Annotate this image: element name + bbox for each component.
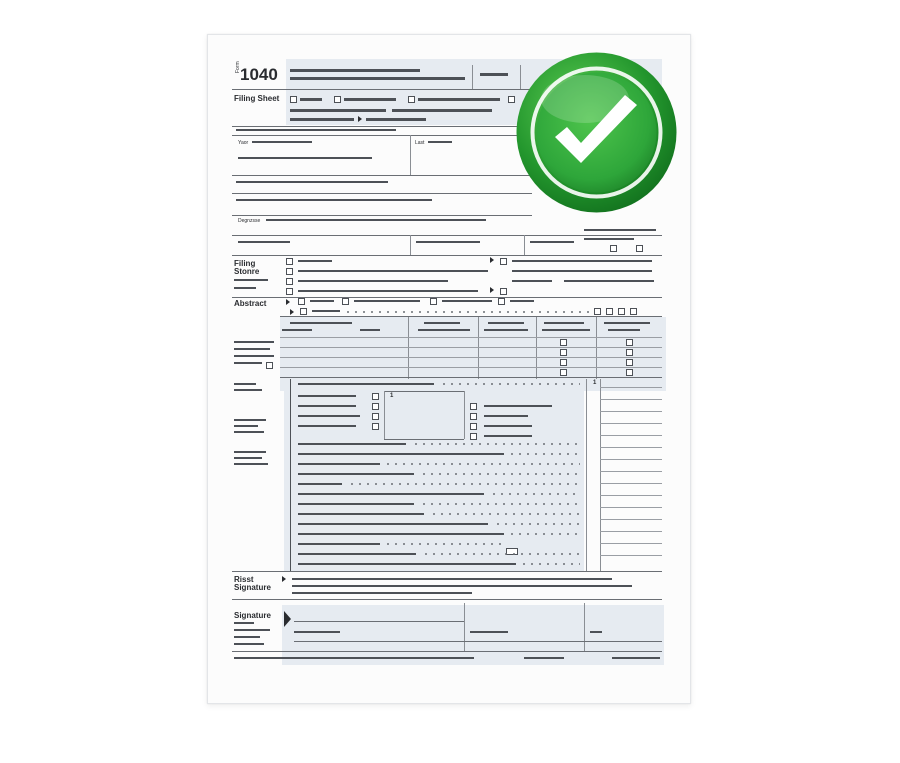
dep-col-name-header-2 — [282, 329, 312, 331]
dep-col-divider-1 — [408, 317, 409, 379]
header-line-a — [290, 109, 386, 112]
dep-row-rule-3 — [280, 357, 662, 358]
dep-ctc-checkbox-4[interactable] — [560, 369, 567, 376]
dep-col-ctc-header-2 — [542, 329, 590, 331]
amount-rule-5 — [600, 435, 662, 436]
side-note-2 — [584, 238, 634, 240]
filing-checkbox-1[interactable] — [290, 96, 297, 103]
rule-5 — [232, 215, 532, 216]
occupation-label: Degnzsse — [238, 218, 261, 224]
income-sub-checkbox-3[interactable] — [372, 413, 379, 420]
dep-col-ctc-header — [544, 322, 584, 324]
income-left-note-1 — [234, 383, 256, 385]
line-marker-a: 1 — [593, 380, 597, 386]
country-divider — [410, 235, 411, 255]
signature-divider-2 — [584, 603, 585, 651]
leader-dots-14 — [520, 563, 580, 565]
income-line-8-text — [298, 473, 414, 475]
status-checkbox-separate[interactable] — [286, 278, 293, 285]
postal-code-text — [530, 241, 574, 243]
leader-dots-10 — [494, 523, 580, 525]
signature-note-2 — [234, 629, 270, 631]
dep-ctc-checkbox-1[interactable] — [560, 339, 567, 346]
your-name-label: Yaor — [238, 140, 249, 146]
occupation-text — [266, 219, 486, 221]
leader-dots-2 — [412, 443, 580, 445]
dep-col-name-header — [290, 322, 352, 324]
income-line-11-text — [298, 503, 414, 505]
income-line-9-text — [298, 483, 342, 485]
status-hoh-text — [298, 290, 478, 292]
status-joint-text — [298, 270, 488, 272]
filing-status-label-line2: Stonre — [234, 267, 260, 276]
signature-arrow-icon — [284, 611, 291, 627]
abstract-option-3 — [442, 300, 492, 302]
status-checkbox-joint[interactable] — [286, 268, 293, 275]
rule-9 — [280, 316, 662, 317]
name-field-text — [252, 141, 312, 143]
approved-checkmark-badge — [515, 51, 678, 214]
risst-signature-label-line2: Signature — [234, 583, 271, 592]
leader-dots-7 — [490, 493, 580, 495]
amount-rule-2 — [600, 399, 662, 400]
income-left-note-5 — [234, 431, 264, 433]
income-line-2b-text — [298, 405, 356, 407]
income-left-note-3 — [234, 419, 266, 421]
income-left-note-4 — [234, 425, 258, 427]
filing-option-2-text — [344, 98, 396, 101]
filing-checkbox-2[interactable] — [334, 96, 341, 103]
status-single-text — [298, 260, 332, 262]
filing-sheet-label: Filing Sheet — [234, 94, 280, 103]
status-separate-text — [298, 280, 448, 282]
income-left-note-8 — [234, 463, 268, 465]
declaration-line-2 — [292, 585, 632, 587]
dep-col-divider-3 — [536, 317, 537, 379]
abstract-checkbox-8[interactable] — [618, 308, 625, 315]
dep-odc-checkbox-4[interactable] — [626, 369, 633, 376]
rule-8 — [232, 297, 662, 298]
foreign-country-text — [238, 241, 290, 243]
declaration-line-3 — [292, 592, 472, 594]
last-name-label: Last — [415, 140, 425, 146]
abstract-checkbox-9[interactable] — [630, 308, 637, 315]
income-taxable-checkbox-2[interactable] — [470, 413, 477, 420]
arrow-icon-6 — [282, 576, 286, 582]
amount-rule-10 — [600, 495, 662, 496]
dep-left-note-2 — [234, 348, 270, 350]
leader-dots-5 — [420, 473, 580, 475]
rule-6 — [232, 235, 662, 236]
status-checkbox-hoh[interactable] — [286, 288, 293, 295]
amount-rule-3 — [600, 411, 662, 412]
rule-7 — [232, 255, 662, 256]
dep-col-odc-header-2 — [608, 329, 640, 331]
line-number-column-left — [290, 379, 291, 571]
side-checkbox-2[interactable] — [636, 245, 643, 252]
dep-col-odc-header — [604, 322, 650, 324]
amount-rule-15 — [600, 555, 662, 556]
signature-tint — [282, 605, 664, 665]
dep-ctc-checkbox-2[interactable] — [560, 349, 567, 356]
income-block-right — [464, 391, 465, 439]
dep-odc-checkbox-2[interactable] — [626, 349, 633, 356]
income-left-note-7 — [234, 457, 262, 459]
form-number: 1040 — [240, 65, 278, 84]
income-left-note-2 — [234, 389, 262, 391]
province-text — [416, 241, 480, 243]
income-line-10-text — [298, 493, 484, 495]
signature-note-4 — [234, 643, 264, 645]
dep-row-rule-1 — [280, 337, 662, 338]
filing-checkbox-4[interactable] — [508, 96, 515, 103]
dep-left-note-4 — [234, 362, 262, 364]
status-checkbox-single[interactable] — [286, 258, 293, 265]
status-left-note-1 — [234, 279, 268, 281]
filing-option-1-text — [300, 98, 322, 101]
leader-dots-4 — [384, 463, 580, 465]
dep-col-divider-4 — [596, 317, 597, 379]
arrow-icon-1 — [358, 116, 362, 122]
amount-column-left — [586, 379, 587, 571]
dep-left-note-3 — [234, 355, 274, 357]
header-line-b — [392, 109, 492, 112]
income-sub-checkbox-1[interactable] — [372, 393, 379, 400]
leader-dots-1 — [440, 383, 580, 385]
income-line-1-text — [298, 383, 434, 385]
status-qss-text — [512, 260, 652, 262]
date-field-caption — [470, 631, 508, 633]
arrow-icon-4 — [286, 299, 290, 305]
income-line-14-text — [298, 533, 504, 535]
amount-rule-14 — [600, 543, 662, 544]
income-sub-checkbox-4[interactable] — [372, 423, 379, 430]
rule-11 — [232, 571, 662, 572]
signature-label: Signature — [234, 611, 271, 620]
rule-12 — [232, 599, 662, 600]
dep-odc-checkbox-3[interactable] — [626, 359, 633, 366]
leader-dots-3 — [508, 453, 580, 455]
leader-dots-8 — [420, 503, 580, 505]
city-text — [236, 199, 432, 201]
filing-status-label-line1: Filing — [234, 259, 256, 268]
income-sub-checkbox-2[interactable] — [372, 403, 379, 410]
abstract-checkbox-3[interactable] — [430, 298, 437, 305]
status-left-note-2 — [234, 287, 256, 289]
income-line-5-text — [298, 443, 406, 445]
signature-divider-1 — [464, 603, 465, 651]
amount-rule-9 — [600, 483, 662, 484]
dep-col-ssn-header-2 — [418, 329, 470, 331]
rule-13 — [232, 651, 662, 652]
income-line-4b-taxable — [484, 425, 532, 427]
declaration-line-1 — [292, 578, 612, 580]
income-line-16-text — [298, 553, 416, 555]
status-checkbox-qss[interactable] — [500, 258, 507, 265]
abstract-option-2 — [354, 300, 420, 302]
signature-note-1 — [234, 622, 254, 624]
instruction-line — [236, 129, 396, 131]
income-block-top — [384, 391, 464, 392]
form-tag-label: Form — [235, 61, 241, 73]
rule-3 — [232, 175, 548, 176]
dep-row-rule-4 — [280, 367, 662, 368]
filing-option-3-text — [418, 98, 500, 101]
dep-col-divider-2 — [478, 317, 479, 379]
abstract-checkbox-6[interactable] — [594, 308, 601, 315]
header-line-d — [366, 118, 426, 121]
amount-rule-12 — [600, 519, 662, 520]
leader-dots-6 — [348, 483, 580, 485]
rule-10 — [280, 377, 662, 378]
abstract-option-1 — [310, 300, 334, 302]
income-line-5b-taxable — [484, 435, 532, 437]
income-line-3a-text — [298, 415, 360, 417]
form-title-text — [290, 69, 420, 72]
amount-rule-8 — [600, 471, 662, 472]
dep-col-ssn-header — [424, 322, 460, 324]
rule-4 — [232, 193, 532, 194]
amount-rule-1 — [600, 387, 662, 388]
dep-col-rel-header — [488, 322, 524, 324]
income-taxable-checkbox-1[interactable] — [470, 403, 477, 410]
leader-dots-13 — [422, 553, 580, 555]
arrow-icon-5 — [290, 309, 294, 315]
amount-rule-4 — [600, 423, 662, 424]
signature-note-3 — [234, 636, 260, 638]
income-taxable-checkbox-3[interactable] — [470, 423, 477, 430]
side-checkbox-1[interactable] — [610, 245, 617, 252]
signature-rule — [294, 641, 662, 642]
risst-signature-label-line1: Risst — [234, 575, 254, 584]
spouse-name-text — [238, 157, 372, 159]
dep-left-note-1 — [234, 341, 274, 343]
omb-number-text — [480, 73, 508, 76]
abstract-checkbox-2[interactable] — [342, 298, 349, 305]
arrow-icon-3 — [490, 287, 494, 293]
income-line-12-text — [298, 513, 424, 515]
income-line-15-text — [298, 543, 380, 545]
income-line-17-text — [298, 563, 516, 565]
signature-field-caption — [294, 631, 340, 633]
status-qss-text-2 — [512, 270, 652, 272]
dep-row-rule-2 — [280, 347, 662, 348]
footer-cat-no — [524, 657, 564, 659]
signature-line[interactable] — [294, 621, 464, 622]
abstract-checkbox-4[interactable] — [498, 298, 505, 305]
line-marker-b: 1 — [390, 393, 394, 399]
income-taxable-checkbox-4[interactable] — [470, 433, 477, 440]
pin-field-caption — [590, 631, 602, 633]
income-line-7-text — [298, 463, 380, 465]
income-line-4a-text — [298, 425, 356, 427]
amount-rule-11 — [600, 507, 662, 508]
income-line-13-text — [298, 523, 488, 525]
income-line-6-text — [298, 453, 504, 455]
income-left-note-6 — [234, 451, 266, 453]
filing-checkbox-3[interactable] — [408, 96, 415, 103]
header-divider — [472, 65, 473, 89]
dep-col-name-header-3 — [360, 329, 380, 331]
status-qss-text-4 — [564, 280, 654, 282]
abstract-checkbox-1[interactable] — [298, 298, 305, 305]
amount-rule-6 — [600, 447, 662, 448]
income-line-3b-taxable — [484, 415, 528, 417]
dep-odc-checkbox-1[interactable] — [626, 339, 633, 346]
amount-rule-7 — [600, 459, 662, 460]
abstract-checkbox-7[interactable] — [606, 308, 613, 315]
abstract-option-4 — [510, 300, 534, 302]
arrow-icon-2 — [490, 257, 494, 263]
form-subtitle-text — [290, 77, 465, 80]
address-text — [236, 181, 388, 183]
footer-form-id — [612, 657, 660, 659]
leader-dots-0 — [344, 311, 590, 313]
dep-col-rel-header-2 — [484, 329, 528, 331]
postal-divider — [524, 235, 525, 255]
abstract-checkbox-5[interactable] — [300, 308, 307, 315]
header-line-c — [290, 118, 354, 121]
leader-dots-11 — [508, 533, 580, 535]
name-divider — [410, 135, 411, 175]
leader-dots-9 — [430, 513, 580, 515]
last-name-text — [428, 141, 452, 143]
income-block-bottom — [384, 439, 464, 440]
footer-text-left — [234, 657, 474, 659]
status-checkbox-dependent[interactable] — [500, 288, 507, 295]
side-note-1 — [584, 229, 656, 231]
dep-ctc-checkbox-3[interactable] — [560, 359, 567, 366]
abstract-label: Abstract — [234, 299, 267, 308]
leader-dots-12 — [384, 543, 504, 545]
amount-rule-13 — [600, 531, 662, 532]
status-qss-text-3 — [512, 280, 552, 282]
income-line-2b-taxable — [484, 405, 552, 407]
abstract-option-5 — [312, 310, 340, 312]
income-line-2a-text — [298, 395, 356, 397]
income-block-left — [384, 391, 385, 439]
dep-more-checkbox[interactable] — [266, 362, 273, 369]
